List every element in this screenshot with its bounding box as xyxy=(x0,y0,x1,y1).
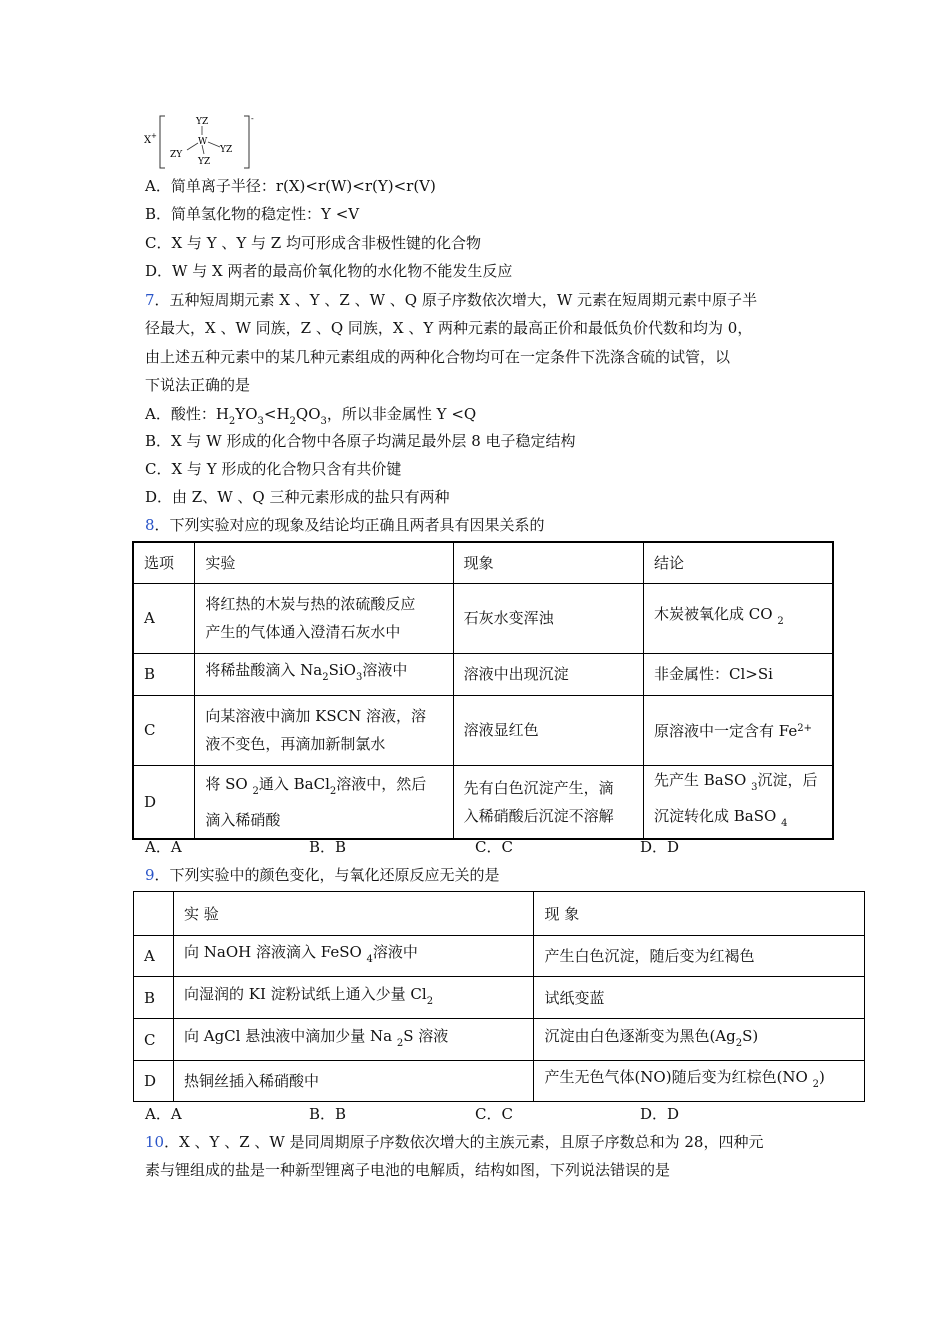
q9-option-c: C．C xyxy=(475,1105,513,1123)
figure-ligand-top: YZ xyxy=(196,117,209,127)
q8-table xyxy=(132,541,834,840)
figure-cation-charge: + xyxy=(151,132,157,140)
q6-option-d: D．W 与 X 两者的最高价氧化物的水化物不能发生反应 xyxy=(145,262,513,280)
header-experiment: 实验 xyxy=(195,542,453,583)
q7-option-c: C．X 与 Y 形成的化合物只含有共价键 xyxy=(145,460,402,478)
q6-option-b: B．简单氢化物的稳定性：Y <V xyxy=(145,205,360,223)
q7-stem-line2: 径最大，X 、W 同族，Z 、Q 同族，X 、Y 两种元素的最高正价和最低负价代数和均为 0， xyxy=(145,319,753,337)
q8-number: 8 xyxy=(145,516,155,534)
q9-option-d: D．D xyxy=(640,1105,680,1123)
table-row: D 热铜丝插入稀硝酸中 产生无色气体(NO)随后变为红棕色(NO $_2$) xyxy=(134,1061,865,1102)
table-row: C 向某溶液中滴加 KSCN 溶液，溶 液不变色，再滴加新制氯水 溶液显红色 原溶液中一定含有 $Fe^{2+}$ xyxy=(133,695,833,765)
figure-anion-charge: - xyxy=(251,114,254,123)
header-option: 选项 xyxy=(133,542,195,583)
table-row: D 将 SO $_2$通入 BaCl$_2$溶液中，然后 滴入稀硝酸 先有白色沉淀产生，滴 入稀硝酸后沉淀不溶解 先产生 BaSO $_3$沉淀，后 沉淀转化成 BaSO $_4$ xyxy=(133,765,833,839)
header-blank xyxy=(134,892,174,936)
q8-option-b: B．B xyxy=(309,838,347,856)
q9-number: 9 xyxy=(145,866,155,884)
q9-option-b: B．B xyxy=(309,1105,347,1123)
table-row: A 向 NaOH 溶液滴入 FeSO $_4$溶液中 产生白色沉淀，随后变为红褐色 xyxy=(134,936,865,977)
q6-option-a: A．简单离子半径：r(X)<r(W)<r(Y)<r(V) xyxy=(145,177,436,195)
anion-structure-figure xyxy=(140,112,258,170)
header-experiment: 实 验 xyxy=(173,892,533,936)
q9-table xyxy=(133,891,865,1102)
q7-number: 7 xyxy=(145,291,155,309)
q7-stem-line1: 7．五种短周期元素 X 、Y 、Z 、W 、Q 原子序数依次增大，W 元素在短周期元素中原子半 xyxy=(145,291,758,309)
q10-stem-line1: 10．X 、Y 、Z 、W 是同周期原子序数依次增大的主族元素，且原子序数总和为 28，四种元 xyxy=(145,1133,764,1151)
q7-stem-line4: 下说法正确的是 xyxy=(145,376,251,394)
header-conclusion: 结论 xyxy=(644,542,834,583)
q7-option-a: A．酸性：$H_2YO_3<H_2QO_3$，所以非金属性 Y <Q xyxy=(145,405,477,427)
q7-option-d: D．由 Z、W 、Q 三种元素形成的盐只有两种 xyxy=(145,488,450,506)
table-header-row xyxy=(133,542,833,583)
figure-ligand-right: YZ xyxy=(220,145,233,155)
table-row: B 将稀盐酸滴入 $Na_2SiO_3$溶液中 溶液中出现沉淀 非金属性：Cl>Si xyxy=(133,653,833,695)
q8-option-c: C．C xyxy=(475,838,513,856)
table-header-row xyxy=(134,892,865,936)
figure-cation: X xyxy=(144,135,152,146)
header-phenomenon: 现 象 xyxy=(534,892,865,936)
q7-option-b: B．X 与 W 形成的化合物中各原子均满足最外层 8 电子稳定结构 xyxy=(145,432,576,450)
left-bracket xyxy=(160,116,165,168)
q6-option-c: C．X 与 Y 、Y 与 Z 均可形成含非极性键的化合物 xyxy=(145,234,481,252)
table-row: C 向 AgCl 悬浊液中滴加少量 Na $_2$S 溶液 沉淀由白色逐渐变为黑色$(Ag_2S)$ xyxy=(134,1019,865,1061)
header-phenomenon: 现象 xyxy=(453,542,643,583)
figure-ligand-bottom: YZ xyxy=(198,157,211,167)
table-row: A 将红热的木炭与热的浓硫酸反应 产生的气体通入澄清石灰水中 石灰水变浑浊 木炭被氧化成 CO $_2$ xyxy=(133,583,833,653)
q7-stem-line3: 由上述五种元素中的某几种元素组成的两种化合物均可在一定条件下洗涤含硫的试管，以 xyxy=(145,348,731,366)
q8-option-a: A．A xyxy=(145,838,182,856)
figure-ligand-left: ZY xyxy=(170,150,183,160)
q10-number: 10 xyxy=(145,1133,165,1151)
q9-option-a: A．A xyxy=(145,1105,182,1123)
q8-stem: 8．下列实验对应的现象及结论均正确且两者具有因果关系的 xyxy=(145,516,545,534)
q8-option-d: D．D xyxy=(640,838,680,856)
right-bracket xyxy=(244,116,249,168)
q9-stem: 9．下列实验中的颜色变化，与氧化还原反应无关的是 xyxy=(145,866,500,884)
q10-stem-line2: 素与锂组成的盐是一种新型锂离子电池的电解质，结构如图，下列说法错误的是 xyxy=(145,1161,671,1179)
table-row: B 向湿润的 KI 淀粉试纸上通入少量 $Cl_2$ 试纸变蓝 xyxy=(134,977,865,1019)
figure-center: W xyxy=(198,137,208,147)
